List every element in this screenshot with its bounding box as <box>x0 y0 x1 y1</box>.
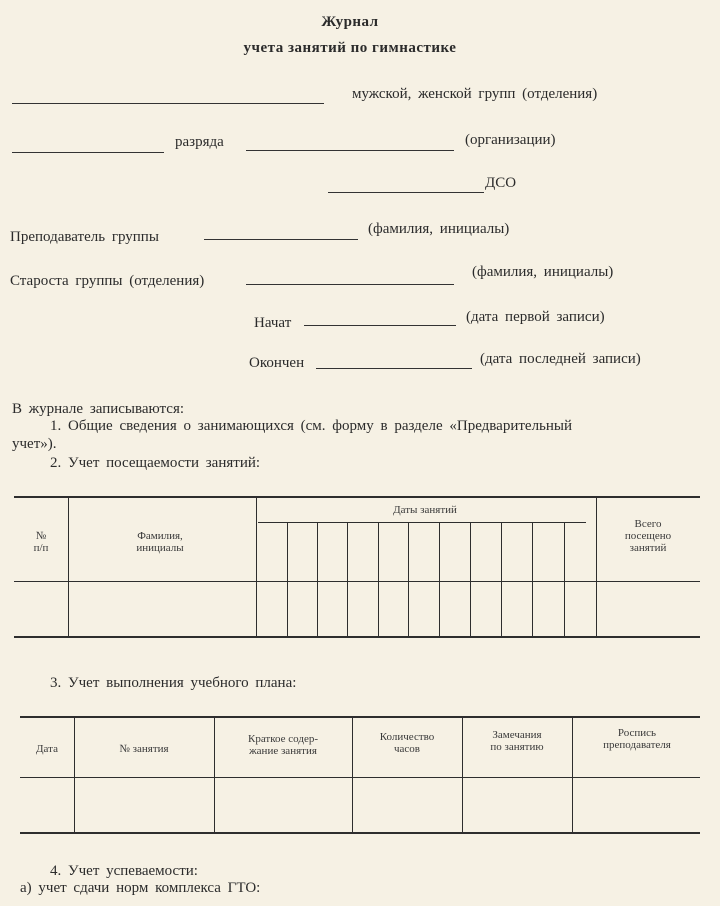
recorded-item2: 2. Учет посещаемости занятий: <box>50 455 261 471</box>
groups-label: мужской, женской групп (отделения) <box>352 86 598 102</box>
progress-item-a: а) учет сдачи норм комплекса ГТО: <box>20 880 261 896</box>
attendance-top-rule <box>14 496 700 498</box>
dates-subheader-rule <box>258 522 586 523</box>
attendance-bottom-rule <box>14 636 700 638</box>
ended-label: Окончен <box>249 355 305 371</box>
teacher-label: Преподаватель группы <box>10 229 159 245</box>
date-column-line <box>287 523 288 636</box>
dso-label: ДСО <box>485 175 517 191</box>
organization-label: (организации) <box>465 132 556 148</box>
plan-vline <box>462 717 463 832</box>
attendance-vline <box>596 497 597 636</box>
plan-header-rule <box>20 777 700 778</box>
starosta-blank-line <box>246 284 454 285</box>
plan-vline <box>74 717 75 832</box>
attendance-vline <box>256 497 257 636</box>
recorded-heading: В журнале записываются: <box>12 401 185 417</box>
date-column-line <box>317 523 318 636</box>
journal-subtitle: учета занятий по гимнастике <box>243 40 457 56</box>
col-signature-header: Роспись преподавателя <box>603 727 671 751</box>
journal-title: Журнал <box>321 14 379 30</box>
col-num-header: № п/п <box>33 530 49 554</box>
attendance-header-rule <box>14 581 700 582</box>
col-dates-header: Даты занятий <box>393 504 457 516</box>
col-name-header: Фамилия, инициалы <box>136 530 184 554</box>
teacher-blank-line <box>204 239 358 240</box>
ended-hint: (дата последней записи) <box>480 351 641 367</box>
col-remarks-header: Замечания по занятию <box>490 729 544 753</box>
date-column-line <box>501 523 502 636</box>
started-label: Начат <box>254 315 292 331</box>
date-column-line <box>532 523 533 636</box>
date-column-line <box>378 523 379 636</box>
started-blank-line <box>304 325 456 326</box>
col-content-header: Краткое содер- жание занятия <box>247 733 318 757</box>
date-column-line <box>347 523 348 636</box>
date-column-line <box>439 523 440 636</box>
razryad-blank-line <box>12 152 164 153</box>
recorded-item1-line1: 1. Общие сведения о занимающихся (см. форму в разделе «Предварительный <box>50 418 573 434</box>
progress-heading: 4. Учет успеваемости: <box>50 863 198 879</box>
attendance-vline <box>68 497 69 636</box>
plan-vline <box>572 717 573 832</box>
recorded-item1-line2: учет»). <box>12 436 57 452</box>
date-column-line <box>470 523 471 636</box>
col-lesson-header: № занятия <box>119 743 169 755</box>
date-column-line <box>408 523 409 636</box>
started-hint: (дата первой записи) <box>466 309 605 325</box>
teacher-hint: (фамилия, инициалы) <box>368 221 510 237</box>
starosta-label: Староста группы (отделения) <box>10 273 205 289</box>
col-hours-header: Количество часов <box>379 731 435 755</box>
col-date-header: Дата <box>36 743 58 755</box>
organization-blank-line <box>246 150 454 151</box>
plan-vline <box>352 717 353 832</box>
dso-blank-line <box>328 192 484 193</box>
ended-blank-line <box>316 368 472 369</box>
date-column-line <box>564 523 565 636</box>
col-total-header: Всего посещено занятий <box>624 518 672 554</box>
plan-vline <box>214 717 215 832</box>
plan-top-rule <box>20 716 700 718</box>
groups-blank-line <box>12 103 324 104</box>
plan-heading: 3. Учет выполнения учебного плана: <box>50 675 297 691</box>
plan-bottom-rule <box>20 832 700 834</box>
razryad-label: разряда <box>175 134 224 150</box>
starosta-hint: (фамилия, инициалы) <box>472 264 614 280</box>
